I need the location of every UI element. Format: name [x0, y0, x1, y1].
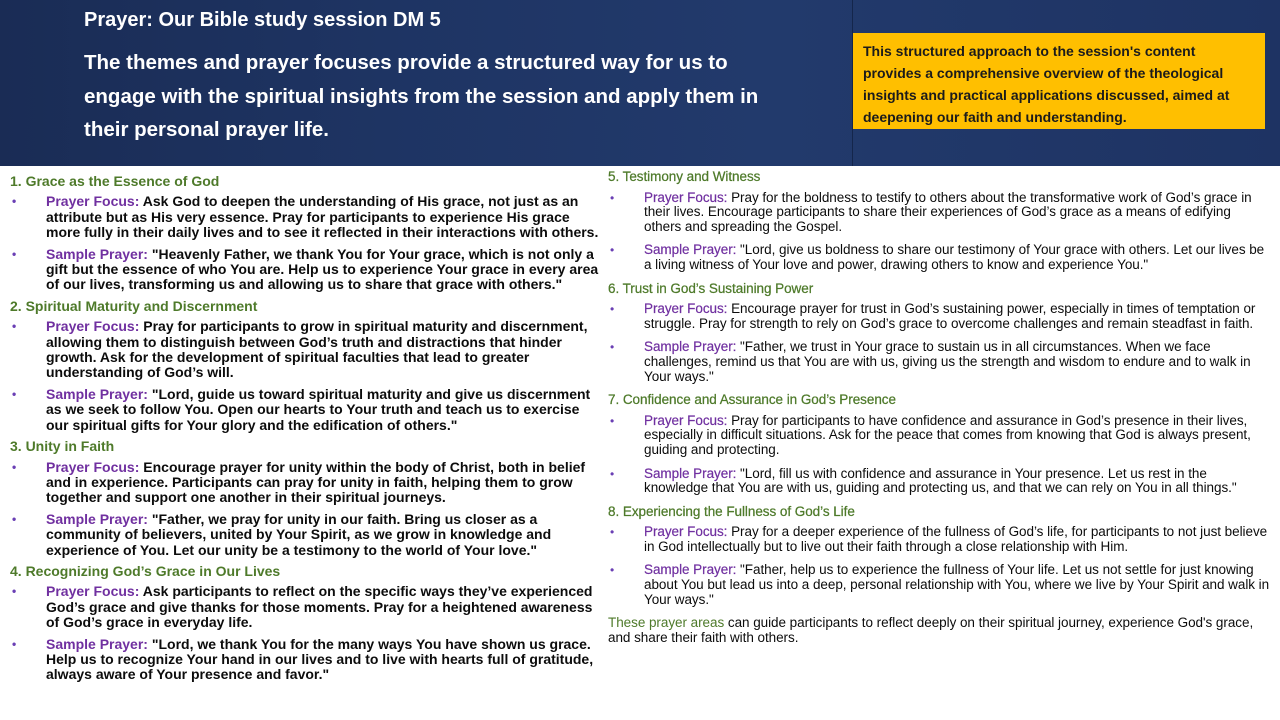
- item-label: Prayer Focus:: [46, 458, 140, 475]
- list-item: [0, 194, 600, 240]
- page-title: Prayer: Our Bible study session DM 5: [84, 9, 441, 31]
- item-text: Encourage prayer for trust in God’s sustaining power, especially in times of temptation or struggle. Pray for strength to rely on God’s grace to overcome challenges and remain steadfast in faith.: [644, 301, 1256, 331]
- bullet-icon: •: [610, 466, 615, 481]
- item-text: "Lord, fill us with confidence and assurance in Your presence. Let us rest in the knowledge that You are with us, guiding and protecting us, and that we can rely on You in all things.": [644, 465, 1237, 496]
- item-text: Ask God to deepen the understanding of His grace, not just as an attribute but as His very essence. Pray for participants to experience His grace more fully in their daily lives and to see it reflected in their interactions with others.: [46, 193, 599, 241]
- item-label: Sample Prayer:: [644, 562, 737, 578]
- section-heading: 1. Grace as the Essence of God: [10, 173, 220, 189]
- bullet-icon: •: [610, 302, 615, 317]
- section-grace: [0, 174, 600, 293]
- item-text: Pray for a deeper experience of the fullness of God’s life, for participants to not just believe in God intellectually but to live out their faith through a close relationship with Him.: [644, 524, 1268, 554]
- item-text: "Lord, give us boldness to share our testimony of Your grace with others. Let our lives be a living witness of Your love and power, drawing others to know and experience You.": [644, 242, 1265, 272]
- section-maturity: [0, 299, 600, 433]
- bullet-icon: •: [12, 511, 17, 526]
- list-item: [608, 414, 1270, 458]
- list-item: [608, 243, 1270, 272]
- item-label: Sample Prayer:: [644, 339, 737, 355]
- bullet-icon: •: [610, 413, 615, 428]
- header-banner: [0, 0, 1280, 166]
- item-text: Pray for participants to have confidence and assurance in God’s presence in their lives, especially in difficult situations. Ask for the peace that comes from knowing that God is always present, guiding and protecting.: [644, 412, 1251, 457]
- section-fullness: [608, 505, 1270, 608]
- section-heading: 4. Recognizing God’s Grace in Our Lives: [10, 562, 281, 579]
- closing-text: can guide participants to reflect deeply on their spiritual journey, experience God's grace, and share their faith with others.: [608, 615, 1254, 645]
- list-item: [608, 563, 1270, 607]
- item-label: Sample Prayer:: [644, 242, 737, 258]
- item-text: "Father, we pray for unity in our faith. Bring us closer as a community of believers, united by Your Spirit, as we grow in knowledge and experience of You. Let our unity be a testimony to the world of Your love.": [46, 510, 552, 558]
- section-heading: 3. Unity in Faith: [10, 438, 115, 455]
- item-label: Sample Prayer:: [46, 245, 148, 262]
- bullet-icon: •: [12, 459, 17, 474]
- item-text: "Lord, we thank You for the many ways You have shown us grace. Help us to recognize Your hand in our lives and to live with hearts full of gratitude, always aware of Your presence and favor.": [46, 635, 594, 683]
- item-label: Prayer Focus:: [46, 583, 140, 600]
- list-item: [0, 387, 600, 433]
- closing-label: These prayer areas: [608, 615, 725, 631]
- list-item: [0, 512, 600, 558]
- section-recognizing-grace: [0, 564, 600, 683]
- bullet-icon: •: [610, 340, 615, 355]
- bullet-icon: •: [12, 584, 17, 599]
- section-heading: 2. Spiritual Maturity and Discernment: [10, 297, 258, 314]
- section-heading: 8. Experiencing the Fullness of God’s Life: [608, 503, 855, 519]
- list-item: [608, 467, 1270, 496]
- item-label: Prayer Focus:: [644, 524, 728, 540]
- list-item: [0, 584, 600, 630]
- list-item: [0, 637, 600, 683]
- list-item: [0, 319, 600, 381]
- item-label: Prayer Focus:: [644, 301, 728, 317]
- bullet-icon: •: [12, 636, 17, 651]
- item-text: "Father, help us to experience the fullness of Your life. Let us not settle for just knowing about You but lead us into a deep, personal relationship with You, where we live by Your Spirit and walk in Your ways.": [644, 562, 1270, 607]
- item-label: Prayer Focus:: [46, 193, 140, 210]
- bullet-icon: •: [610, 563, 615, 578]
- item-text: Pray for participants to grow in spiritual maturity and discernment, allowing them to distinguish between God’s truth and distractions that hinder growth. Ask for the development of spiritual faculties that lead to greater understanding of God’s will.: [46, 318, 588, 381]
- section-trust: [608, 282, 1270, 385]
- item-label: Sample Prayer:: [46, 510, 148, 527]
- bullet-icon: •: [12, 319, 17, 334]
- left-column: [0, 170, 600, 689]
- bullet-icon: •: [610, 243, 615, 258]
- closing-paragraph: [608, 616, 1270, 645]
- bullet-icon: •: [12, 386, 17, 401]
- bullet-icon: •: [610, 190, 615, 205]
- item-label: Sample Prayer:: [46, 385, 148, 402]
- section-heading: 5. Testimony and Witness: [608, 169, 761, 184]
- item-text: Pray for the boldness to testify to others about the transformative work of God’s grace in their lives. Encourage participants to share their experiences of God’s grace as a means of edifying others and spreading the Gospel.: [644, 189, 1252, 234]
- item-text: "Father, we trust in Your grace to sustain us in all circumstances. When we face challenges, remind us that You are with us, giving us the strength and wisdom to endure and to walk in Your ways.": [644, 339, 1251, 384]
- item-label: Prayer Focus:: [46, 318, 140, 335]
- right-column: [608, 170, 1270, 645]
- bullet-icon: •: [12, 194, 17, 209]
- item-label: Prayer Focus:: [644, 189, 728, 205]
- list-item: [608, 191, 1270, 235]
- item-text: "Lord, guide us toward spiritual maturity and give us discernment as we seek to follow You. Open our hearts to Your truth and teach us to exercise our spiritual gifts for Your glory and the edification of others.": [46, 385, 591, 433]
- section-confidence: [608, 393, 1270, 496]
- bullet-icon: •: [12, 246, 17, 261]
- callout-box: This structured approach to the session's content provides a comprehensive overview of the theological insights and practical applications discussed, aimed at deepening our faith and understanding.: [853, 33, 1265, 129]
- bullet-icon: •: [610, 525, 615, 540]
- page-subtitle: The themes and prayer focuses provide a structured way for us to engage with the spiritual insights from the session and apply them in their personal prayer life.: [84, 51, 759, 141]
- list-item: [608, 340, 1270, 384]
- section-unity: [0, 439, 600, 558]
- item-text: Encourage prayer for unity within the body of Christ, both in belief and in experience. Participants can pray for unity in faith, helping them to grow together and support one another in their spiritual journeys.: [46, 458, 586, 506]
- list-item: [608, 525, 1270, 554]
- section-heading: 6. Trust in God’s Sustaining Power: [608, 280, 814, 296]
- list-item: [608, 302, 1270, 331]
- item-text: Ask participants to reflect on the specific ways they’ve experienced God’s grace and give thanks for those moments. Pray for a heightened awareness of God’s grace in everyday life.: [46, 583, 593, 631]
- item-label: Sample Prayer:: [644, 465, 737, 481]
- item-label: Prayer Focus:: [644, 412, 728, 428]
- item-label: Sample Prayer:: [46, 635, 148, 652]
- section-heading: 7. Confidence and Assurance in God’s Presence: [608, 392, 896, 408]
- section-testimony: [608, 170, 1270, 273]
- list-item: [0, 247, 600, 293]
- item-text: "Heavenly Father, we thank You for Your grace, which is not only a gift but the essence of who You are. Help us to experience Your grace in every area of our lives, transforming us and allowing us to share that grace with others.": [46, 245, 599, 293]
- list-item: [0, 460, 600, 506]
